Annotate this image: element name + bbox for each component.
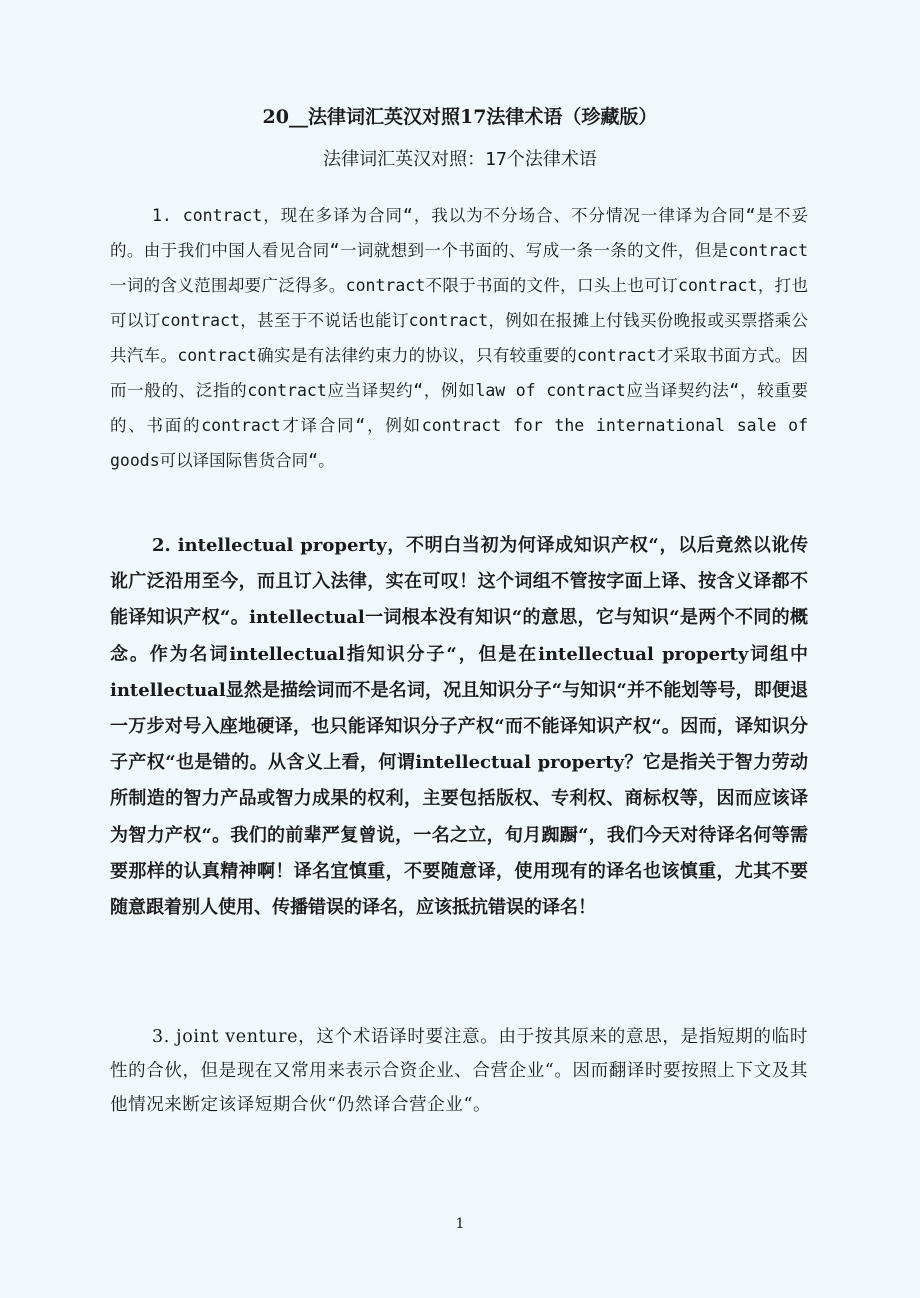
document-title: 20__法律词汇英汉对照17法律术语（珍藏版） — [262, 106, 658, 128]
document-subtitle: 法律词汇英汉对照：17个法律术语 — [323, 149, 597, 170]
paragraph-intellectual-property: 2. intellectual property，不明白当初为何译成知识产权“，以后竟然以讹传讹广泛沿用至今，而且订入法律，实在可叹！这个词组不管按字面上译、按含义译都不能译知识产权“。intellectual一词根本没有知识“的意思，它与知识“是两个不同的概念。作为名词intellectual指知识分子“，但是在intellectual property词组中intellectual显然是描绘词而不是名词，况且知识分子“与知识“并不能划等号，即便退一万步对号入座地硬译，也只能译知识分子产权“而不能译知识产权“。因而，译知识分子产权“也是错的。从含义上看，何谓intellectual property？它是指关于智力劳动所制造的智力产品或智力成果的权利，主要包括版权、专利权、商标权等，因而应该译为智力产权“。我们的前辈严复曾说，一名之立，旬月踟蹰“，我们今天对待译名何等需要那样的认真精神啊！译名宜慎重，不要随意译，使用现有的译名也该慎重，尤其不要随意跟着别人使用、传播错误的译名，应该抵抗错误的译名！ — [110, 535, 808, 919]
paragraph-contract: 1. contract，现在多译为合同“，我以为不分场合、不分情况一律译为合同“是不妥的。由于我们中国人看见合同“一词就想到一个书面的、写成一条一条的文件，但是contract一词的含义范围却要广泛得多。contract不限于书面的文件，口头上也可订contract，打也可以订contract，甚至于不说话也能订contract，例如在报摊上付钱买份晚报或买票搭乘公共汽车。contract确实是有法律约束力的协议，只有较重要的contract才采取书面方式。因而一般的、泛指的contract应当译契约“，例如law of contract应当译契约法“，较重要的、书面的contract才译合同“，例如contract for the international sale of goods可以译国际售货合同“。 — [110, 206, 808, 470]
paragraph-joint-venture: 3. joint venture，这个术语译时要注意。由于按其原来的意思，是指短期的临时性的合伙，但是现在又常用来表示合资企业、合营企业“。因而翻译时要按照上下文及其他情况来断定该译短期合伙“仍然译合营企业“。 — [110, 1027, 808, 1115]
page-number: 1 — [455, 1216, 465, 1232]
